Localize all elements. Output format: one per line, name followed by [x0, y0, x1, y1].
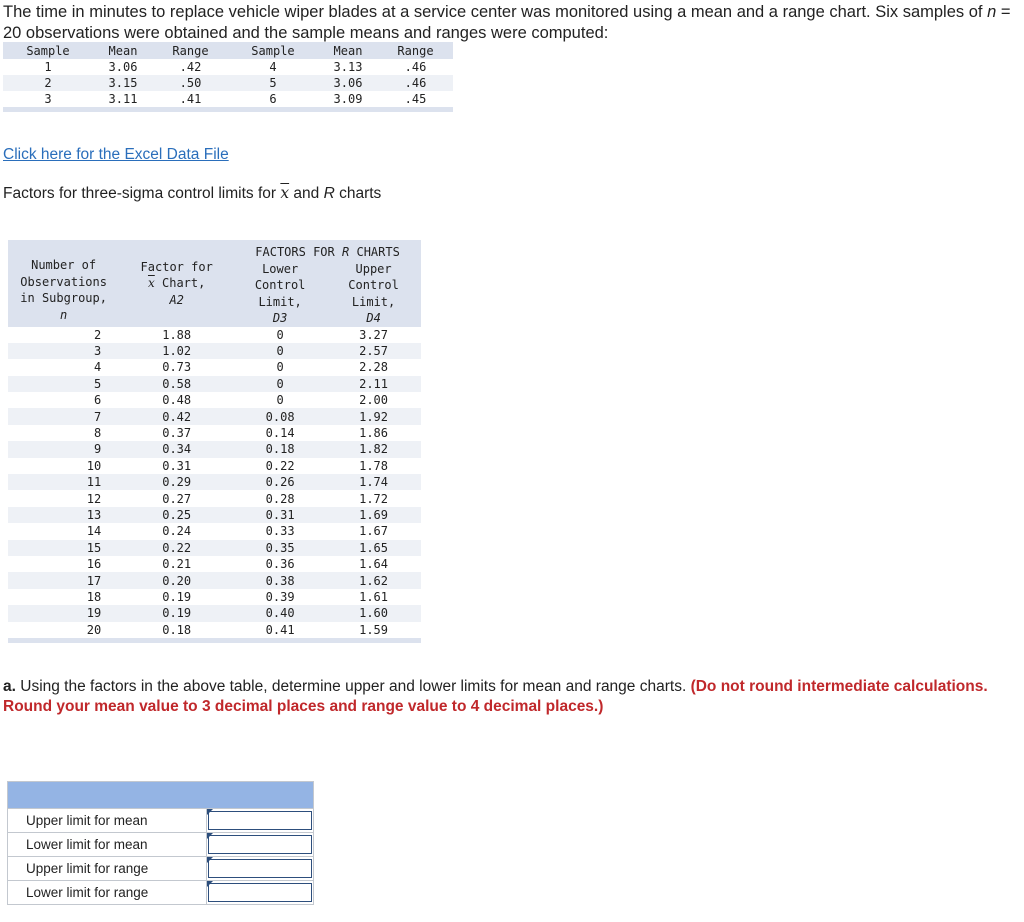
factors-group-header-row: [8, 240, 421, 261]
x-bar-symbol: $\overline{x}$: [147, 276, 155, 290]
cell-d3: 0.14: [265, 426, 295, 441]
factors-table: [8, 240, 421, 643]
lower-limit-range-input[interactable]: [208, 883, 312, 902]
table-row: [8, 392, 421, 408]
header-d4-line: Control: [348, 278, 399, 292]
cell-a2: 1.88: [162, 327, 192, 342]
input-marker-icon: [207, 809, 213, 815]
cell-a2: 0.22: [119, 540, 234, 556]
header-d3: [234, 261, 326, 327]
answer-label: Lower limit for range: [8, 881, 207, 905]
cell-d3: 0.28: [265, 491, 295, 506]
header-a2-line: Factor for: [140, 259, 213, 274]
table-row: [3, 91, 453, 110]
cell-n: 20: [8, 622, 119, 641]
answer-row: [8, 857, 314, 881]
question-a: [3, 677, 1013, 717]
cell-d3: 0.26: [234, 474, 326, 490]
cell-n: 4: [94, 360, 102, 375]
cell-d4: 1.82: [326, 441, 421, 457]
header-n: [8, 240, 119, 327]
table-row: [8, 474, 421, 490]
answer-row: [8, 833, 314, 857]
cell-a2: 0.24: [162, 524, 192, 539]
cell-d4: 2.57: [326, 343, 421, 359]
cell-d3: 0: [276, 360, 284, 375]
cell-d4: 2.28: [359, 360, 389, 375]
cell-a2: 0.37: [162, 426, 192, 441]
cell-d4: 1.78: [359, 458, 389, 473]
x-bar-symbol: $\overline{x}$: [280, 184, 290, 202]
cell-n: 9: [8, 441, 119, 457]
cell-d3: 0: [276, 393, 284, 408]
cell-n: 3: [8, 343, 119, 359]
excel-data-link[interactable]: Click here for the Excel Data File: [3, 146, 229, 163]
intro-text: The time in minutes to replace vehicle wiper blades at a service center was monitored using a mean and a range chart. Six samples of: [3, 3, 988, 21]
cell-d3: 0.39: [265, 589, 295, 604]
header-a2: [119, 240, 234, 327]
table-row: [8, 622, 421, 641]
cell-n: 16: [86, 557, 102, 572]
intro-text-2: = 20 observations were obtained and the sample means and ranges were computed:: [3, 3, 1011, 42]
header-mean: Mean: [93, 42, 153, 59]
cell-sample: 5: [228, 75, 318, 91]
header-mean: Mean: [318, 42, 378, 59]
header-a2-line: Chart,: [162, 276, 206, 290]
cell-mean: 3.06: [318, 75, 378, 91]
group-header-text: FACTORS FOR: [255, 245, 335, 259]
table-row: [8, 343, 421, 359]
answer-label: Lower limit for mean: [8, 833, 207, 857]
cell-a2: 0.19: [119, 605, 234, 621]
table-row: [8, 589, 421, 605]
table-row: [3, 75, 453, 91]
cell-n: 6: [94, 393, 102, 408]
cell-d4: 1.74: [326, 474, 421, 490]
table-row: [8, 540, 421, 556]
cell-n: 15: [8, 540, 119, 556]
n-variable: n: [987, 3, 997, 21]
header-d4-line: Limit,: [351, 294, 396, 309]
table-row: [8, 556, 421, 572]
question-label: a.: [3, 678, 16, 695]
cell-a2: 0.21: [162, 557, 192, 572]
cell-d3: 0: [234, 343, 326, 359]
table-row: [8, 376, 421, 392]
table-row: [8, 605, 421, 621]
cell-mean: 3.15: [93, 75, 153, 91]
cell-n: 13: [8, 507, 119, 523]
header-range: Range: [378, 42, 453, 59]
input-marker-icon: [207, 881, 213, 887]
cell-d4: 1.69: [326, 507, 421, 523]
cell-d3: 0.22: [265, 458, 295, 473]
cell-n: 5: [8, 376, 119, 392]
cell-a2: 0.19: [162, 589, 192, 604]
cell-sample: 1: [44, 60, 52, 74]
answer-cell: [207, 881, 314, 905]
cell-n: 12: [86, 491, 102, 506]
table-row: [8, 441, 421, 457]
cell-mean: 3.06: [108, 60, 138, 74]
header-d4-symbol: D4: [366, 311, 381, 325]
cell-d3: 0.33: [265, 524, 295, 539]
input-marker-icon: [207, 857, 213, 863]
cell-range: .46: [378, 75, 453, 91]
cell-n: 19: [8, 605, 119, 621]
table-row: [8, 425, 421, 441]
cell-n: 17: [8, 572, 119, 588]
cell-d4: 1.59: [326, 622, 421, 641]
cell-n: 7: [8, 408, 119, 424]
cell-a2: 0.73: [162, 360, 192, 375]
header-range: Range: [153, 42, 228, 59]
cell-a2: 0.20: [119, 572, 234, 588]
answer-cell: [207, 833, 314, 857]
cell-n: 10: [86, 458, 102, 473]
cell-a2: 0.27: [162, 491, 192, 506]
r-symbol: R: [342, 245, 350, 259]
header-d4: [326, 261, 421, 327]
cell-sample: 4: [269, 60, 277, 74]
header-d3-line: Control: [254, 278, 306, 292]
header-n-line: Observations: [20, 274, 107, 289]
answer-row: [8, 881, 314, 905]
lower-limit-mean-input[interactable]: [208, 835, 312, 854]
cell-a2: 0.48: [162, 393, 192, 408]
cell-mean: 3.13: [333, 60, 363, 74]
cell-a2: 0.34: [119, 441, 234, 457]
cell-d4: 2.00: [359, 393, 389, 408]
cell-range: .46: [404, 60, 427, 74]
table-row: [8, 359, 421, 375]
header-n-symbol: n: [60, 307, 68, 322]
header-n-line: in Subgroup,: [20, 291, 107, 306]
cell-d3: 0: [234, 376, 326, 392]
table-row: [8, 523, 421, 539]
cell-sample: 6: [228, 91, 318, 110]
samples-header-row: [3, 42, 453, 59]
upper-limit-mean-input[interactable]: [208, 811, 312, 830]
answer-header-row: [8, 782, 314, 809]
answer-table: [7, 781, 314, 905]
table-row: [8, 327, 421, 343]
cell-a2: 0.25: [119, 507, 234, 523]
cell-mean: 3.09: [318, 91, 378, 110]
cell-sample: 2: [3, 75, 93, 91]
upper-limit-range-input[interactable]: [208, 859, 312, 878]
factors-title-tail: charts: [334, 185, 382, 202]
question-text: Using the factors in the above table, determine upper and lower limits for mean and range charts.: [15, 678, 691, 695]
answer-row: [8, 809, 314, 833]
cell-a2: 0.18: [119, 622, 234, 641]
table-row: [3, 59, 453, 75]
table-row: [8, 572, 421, 588]
cell-mean: 3.11: [93, 91, 153, 110]
header-r-group: [234, 240, 421, 261]
table-row: [8, 507, 421, 523]
cell-d3: 0.08: [234, 408, 326, 424]
r-symbol: R: [323, 185, 335, 202]
cell-a2: 0.42: [119, 408, 234, 424]
cell-sample: 3: [3, 91, 93, 110]
cell-n: 2: [94, 327, 102, 342]
cell-n: 8: [94, 426, 102, 441]
cell-d4: 1.67: [359, 524, 389, 539]
header-sample: Sample: [228, 42, 318, 59]
factors-title-text: Factors for three-sigma control limits for: [3, 185, 281, 202]
cell-d3: 0.31: [234, 507, 326, 523]
cell-a2: 0.58: [119, 376, 234, 392]
cell-range: .50: [153, 75, 228, 91]
cell-d3: 0.38: [234, 572, 326, 588]
cell-d4: 1.62: [326, 572, 421, 588]
table-row: [8, 458, 421, 474]
answer-header: [8, 782, 314, 809]
cell-a2: 0.29: [119, 474, 234, 490]
cell-n: 14: [86, 524, 102, 539]
cell-d3: 0: [276, 327, 284, 342]
cell-range: .41: [153, 91, 228, 110]
cell-n: 11: [8, 474, 119, 490]
factors-title: [3, 184, 381, 203]
table-row: [8, 490, 421, 506]
header-a2-symbol: A2: [169, 292, 184, 307]
header-d3-line: Lower: [262, 261, 299, 276]
cell-d3: 0.35: [234, 540, 326, 556]
cell-d4: 1.72: [359, 491, 389, 506]
cell-a2: 0.31: [162, 458, 192, 473]
factors-body: [8, 327, 421, 641]
cell-d4: 1.64: [359, 557, 389, 572]
header-d3-line: Limit,: [258, 294, 302, 309]
cell-d4: 1.61: [359, 589, 389, 604]
group-header-tail: CHARTS: [356, 245, 400, 259]
cell-d4: 1.86: [359, 426, 389, 441]
cell-d3: 0.18: [234, 441, 326, 457]
cell-d4: 1.65: [326, 540, 421, 556]
cell-d4: 1.60: [326, 605, 421, 621]
cell-n: 18: [86, 589, 102, 604]
input-marker-icon: [207, 833, 213, 839]
header-n-line: Number of: [31, 258, 97, 273]
problem-statement: [3, 2, 1018, 44]
factors-title-and: and: [289, 185, 324, 202]
cell-d4: 1.92: [326, 408, 421, 424]
cell-a2: 1.02: [119, 343, 234, 359]
cell-d4: 2.11: [326, 376, 421, 392]
cell-d3: 0.40: [234, 605, 326, 621]
samples-table: [3, 42, 453, 112]
answer-cell: [207, 857, 314, 881]
question-instruction: (Do not round intermediate calculations. Round your mean value to 3 decimal places and range value to 4 decimal places.): [3, 678, 988, 715]
cell-d4: 3.27: [359, 327, 389, 342]
cell-range: .45: [378, 91, 453, 110]
table-row: [8, 408, 421, 424]
cell-d3: 0.36: [265, 557, 295, 572]
header-sample: Sample: [3, 42, 93, 59]
answer-label: Upper limit for mean: [8, 809, 207, 833]
answer-cell: [207, 809, 314, 833]
cell-range: .42: [179, 60, 202, 74]
answer-label: Upper limit for range: [8, 857, 207, 881]
header-d3-symbol: D3: [272, 311, 288, 325]
cell-d3: 0.41: [234, 622, 326, 641]
header-d4-line: Upper: [355, 261, 392, 276]
